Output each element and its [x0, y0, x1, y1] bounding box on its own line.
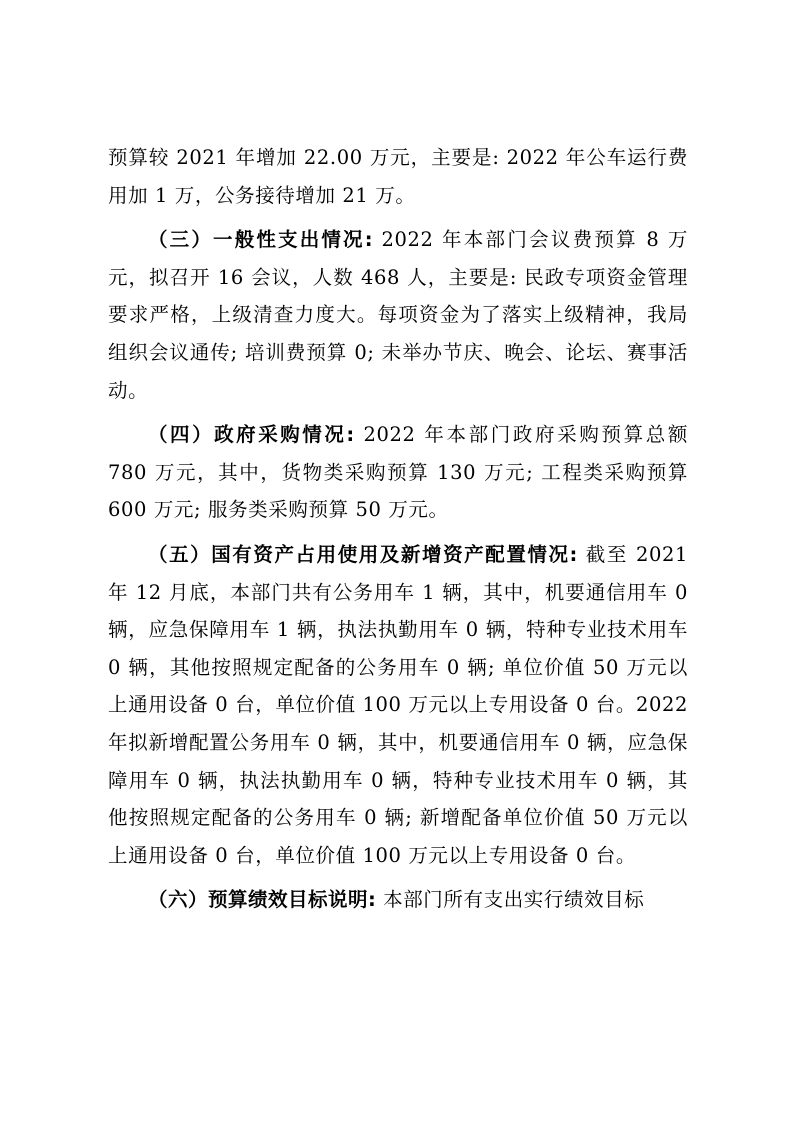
- paragraph-body: 截至 2021 年 12 月底，本部门共有公务用车 1 辆，其中，机要通信用车 0 辆，应急保障用车 1 辆，执法执勤用车 0 辆，特种专业技术用车 0 辆，其他按照规定配备的公务用车 0 辆; 单位价值 50 万元以上通用设备 0 台，单位价值 100 万元以上专用设备 0 台。2022 年拟新增配置公务用车 0 辆，其中，机要通信用车 0 辆，应急保障用车 0 辆，执法执勤用车 0 辆，特种专业技术用车 0 辆，其他按照规定配备的公务用车 0 辆; 新增配备单位价值 50 万元以上通用设备 0 台，单位价值 100 万元以上专用设备 0 台。: [108, 542, 688, 867]
- paragraph-body: 2022 年本部门会议费预算 8 万元，拟召开 16 会议，人数 468 人，主要是: 民政专项资金管理要求严格，上级清查力度大。每项资金为了落实上级精神，我局组织会议通传; 培训费预算 0; 未举办节庆、晚会、论坛、赛事活动。: [108, 228, 688, 402]
- section-heading: （四）政府采购情况:: [148, 423, 355, 447]
- section-heading: （六）预算绩效目标说明:: [148, 888, 377, 912]
- section-heading: （五）国有资产占用使用及新增资产配置情况:: [148, 542, 578, 566]
- section-heading: （三）一般性支出情况:: [148, 228, 374, 252]
- paragraph-carryover: [108, 139, 688, 214]
- paragraph-body: 预算较 2021 年增加 22.00 万元，主要是: 2022 年公车运行费用加 1 万，公务接待增加 21 万。: [108, 146, 688, 207]
- paragraph-body: 本部门所有支出实行绩效目标: [376, 888, 645, 912]
- paragraph-government-procurement: [108, 416, 688, 529]
- paragraph-state-assets: [108, 536, 688, 874]
- paragraph-body: 2022 年本部门政府采购预算总额 780 万元，其中，货物类采购预算 130 万元; 工程类采购预算 600 万元; 服务类采购预算 50 万元。: [108, 423, 688, 522]
- body-text: [108, 139, 688, 926]
- paragraph-general-expenditure: [108, 221, 688, 409]
- paragraph-performance-goals: [108, 881, 688, 919]
